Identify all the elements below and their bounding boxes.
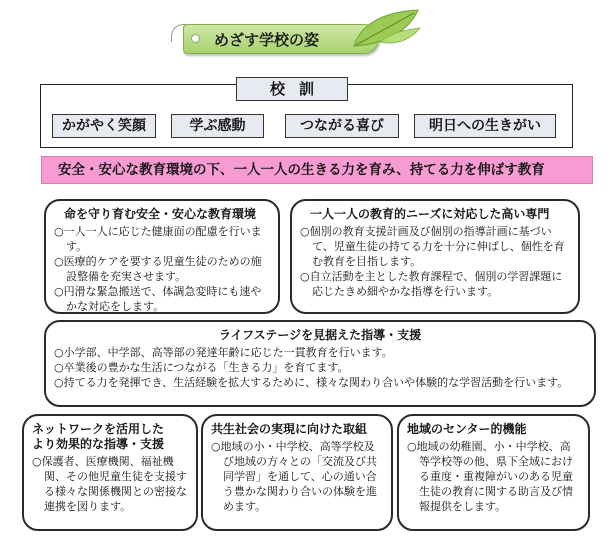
list-item: ○ 一人一人に応じた健康面の配慮を行います。 (54, 224, 270, 254)
list-item: ○ 持てる力を発揮でき、生活経験を拡大するために、様々な関わり合いや体験的な学習活動を行います。 (54, 375, 586, 390)
list-item: ○ 円滑な緊急搬送で、体調急変時にも速やかな対応をします。 (54, 284, 270, 314)
page-title: めざす学校の姿 (214, 31, 320, 49)
panel-title: ライフステージを見据えた指導・支援 (218, 328, 422, 342)
panel-list (211, 439, 383, 514)
panel-list (407, 439, 580, 514)
panel-title-line: ネットワークを活用した (32, 422, 165, 436)
leaf-icon (350, 6, 422, 50)
panel-title: 共生社会の実現に向けた取組 (211, 422, 368, 436)
panel-list (54, 224, 270, 314)
motto-item: つながる喜び (285, 114, 399, 138)
panel-title-line: より効果的な指導・支援 (32, 437, 165, 451)
motto-item: 学ぶ感動 (171, 114, 264, 138)
panel-list (32, 454, 188, 514)
title-tag-hole (191, 34, 200, 43)
list-item: ○ 卒業後の豊かな生活につながる「生きる力」を育てます。 (54, 360, 586, 375)
list-item: ○ 小学部、中学部、高等部の発達年齢に応じた一貫教育を行います。 (54, 345, 586, 360)
motto-heading: 校訓 (236, 77, 348, 101)
motto-item: 明日への生きがい (414, 114, 556, 138)
panel-network (22, 414, 198, 531)
list-item: ○ 地域の幼稚園、小・中学校、高等学校等の他、県下全域における重度・重複障がいのある児童生徒の教育に関する助言及び情報提供をします。 (407, 439, 580, 514)
panel-life-stage (44, 320, 596, 407)
panel-title: 地域のセンター的機能 (407, 422, 527, 436)
panel-educational-needs (290, 199, 580, 314)
list-item: ○ 自立活動を主とした教育課程で、個別の学習課題に応じたきめ細やかな指導を行います。 (300, 269, 570, 299)
panel-title: 命を守り育む安全・安心な教育環境 (64, 207, 257, 221)
goal-banner: 安全・安心な教育環境の下、一人一人の生きる力を育み、持てる力を伸ばす教育 (41, 156, 593, 184)
panel-regional-center (397, 414, 590, 531)
motto-item: かがやく笑顔 (52, 114, 156, 138)
panel-title: 一人一人の教育的ニーズに対応した高い専門 (310, 207, 550, 221)
list-item: ○ 個別の教育支援計画及び個別の指導計画に基づいて、児童生徒の持てる力を十分に伸ばし、個性を育む教育を目指します。 (300, 224, 570, 269)
list-item: ○ 保護者、医療機関、福祉機関、その他児童生徒を支援する様々な関係機関との密接な連携を図ります。 (32, 454, 188, 514)
panel-safety (44, 199, 280, 314)
list-item: ○ 地域の小・中学校、高等学校及び地域の方々との「交流及び共同学習」を通して、心の通い合う豊かな関わり合いの体験を進めます。 (211, 439, 383, 514)
panel-inclusive-society (201, 414, 393, 531)
panel-list (300, 224, 570, 299)
list-item: ○ 医療的ケアを要する児童生徒のための施設整備を充実させます。 (54, 254, 270, 284)
panel-list (54, 345, 586, 390)
